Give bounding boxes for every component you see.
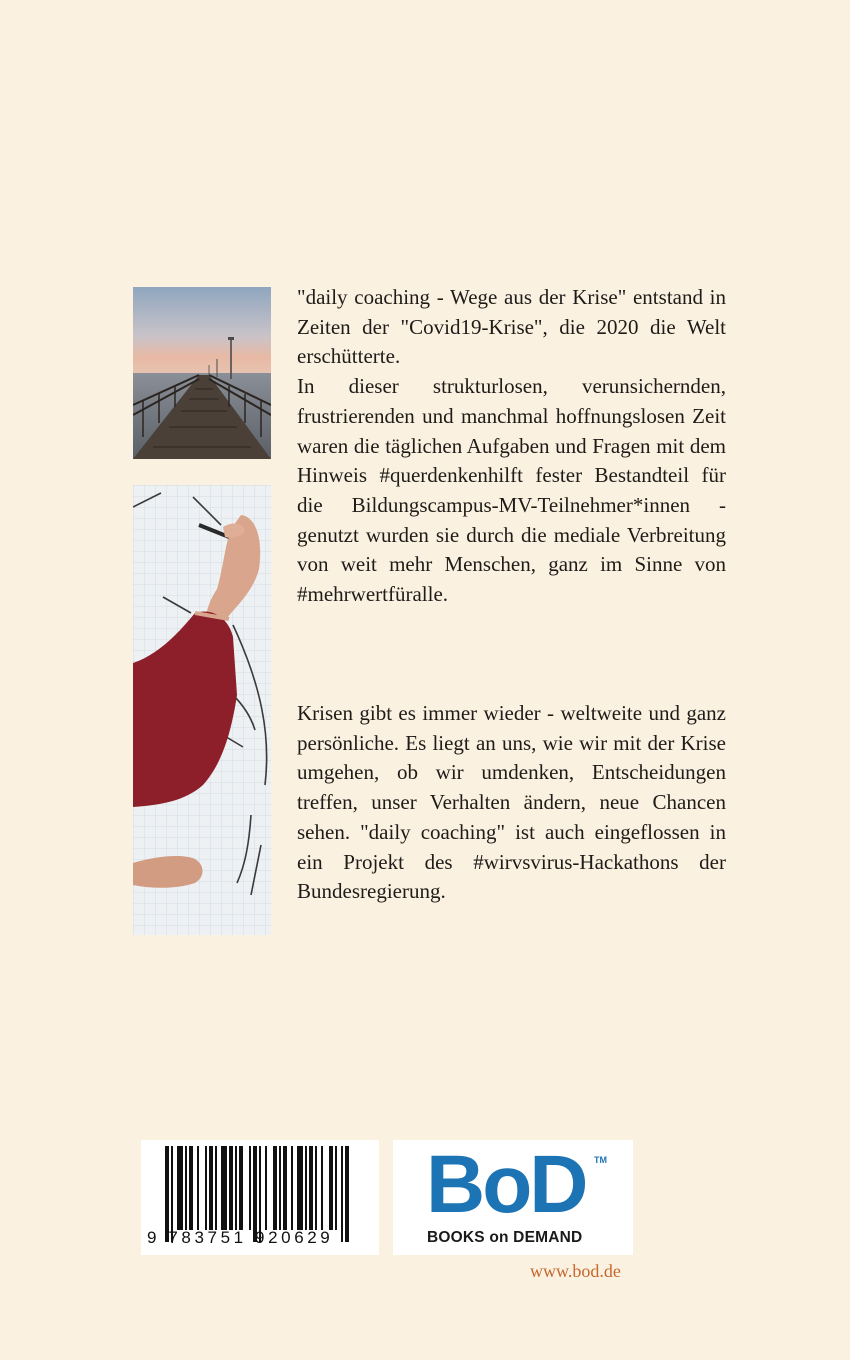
barcode-digits: 9 783751 920629	[147, 1228, 334, 1247]
pier-photo-graphic	[133, 287, 271, 459]
blurb-lower	[297, 699, 726, 907]
bod-logo	[393, 1140, 633, 1255]
blurb-upper	[297, 283, 726, 610]
publisher-url[interactable]: www.bod.de	[530, 1261, 621, 1281]
bod-trademark: TM	[594, 1155, 607, 1165]
bod-logo-mark: BoD	[426, 1139, 586, 1230]
blurb-paragraph-3: Krisen gibt es immer wieder - weltweite und ganz persönliche. Es liegt an uns, wie wir mit der Krise umgehen, ob wir umdenken, Entscheidungen treffen, unser Verhalten ändern, neue Chancen sehen. "daily coaching" ist auch eingeflossen in ein Projekt des #wirvsvirus-Hackathons der Bundesregierung.	[297, 701, 726, 904]
flipchart-photo	[133, 485, 271, 935]
blurb-paragraph-1: "daily coaching - Wege aus der Krise" entstand in Zeiten der "Covid19-Krise", die 2020 die Welt erschütterte.	[297, 285, 726, 369]
flipchart-photo-graphic	[133, 485, 271, 935]
bod-tagline: BOOKS on DEMAND	[427, 1229, 583, 1246]
pier-photo	[133, 287, 271, 459]
blurb-paragraph-2: In dieser strukturlosen, verunsichernden, frustrierenden und manchmal hoffnungslosen Zeit waren die täglichen Aufgaben und Fragen mit dem Hinweis #querdenkenhilft fester Bestandteil für die Bildungscampus-MV-Teilnehmer*innen - genutzt wurden sie durch die mediale Verbreitung von weit mehr Menschen, ganz im Sinne von #mehrwertfüralle.	[297, 374, 726, 607]
isbn-barcode	[141, 1140, 379, 1255]
